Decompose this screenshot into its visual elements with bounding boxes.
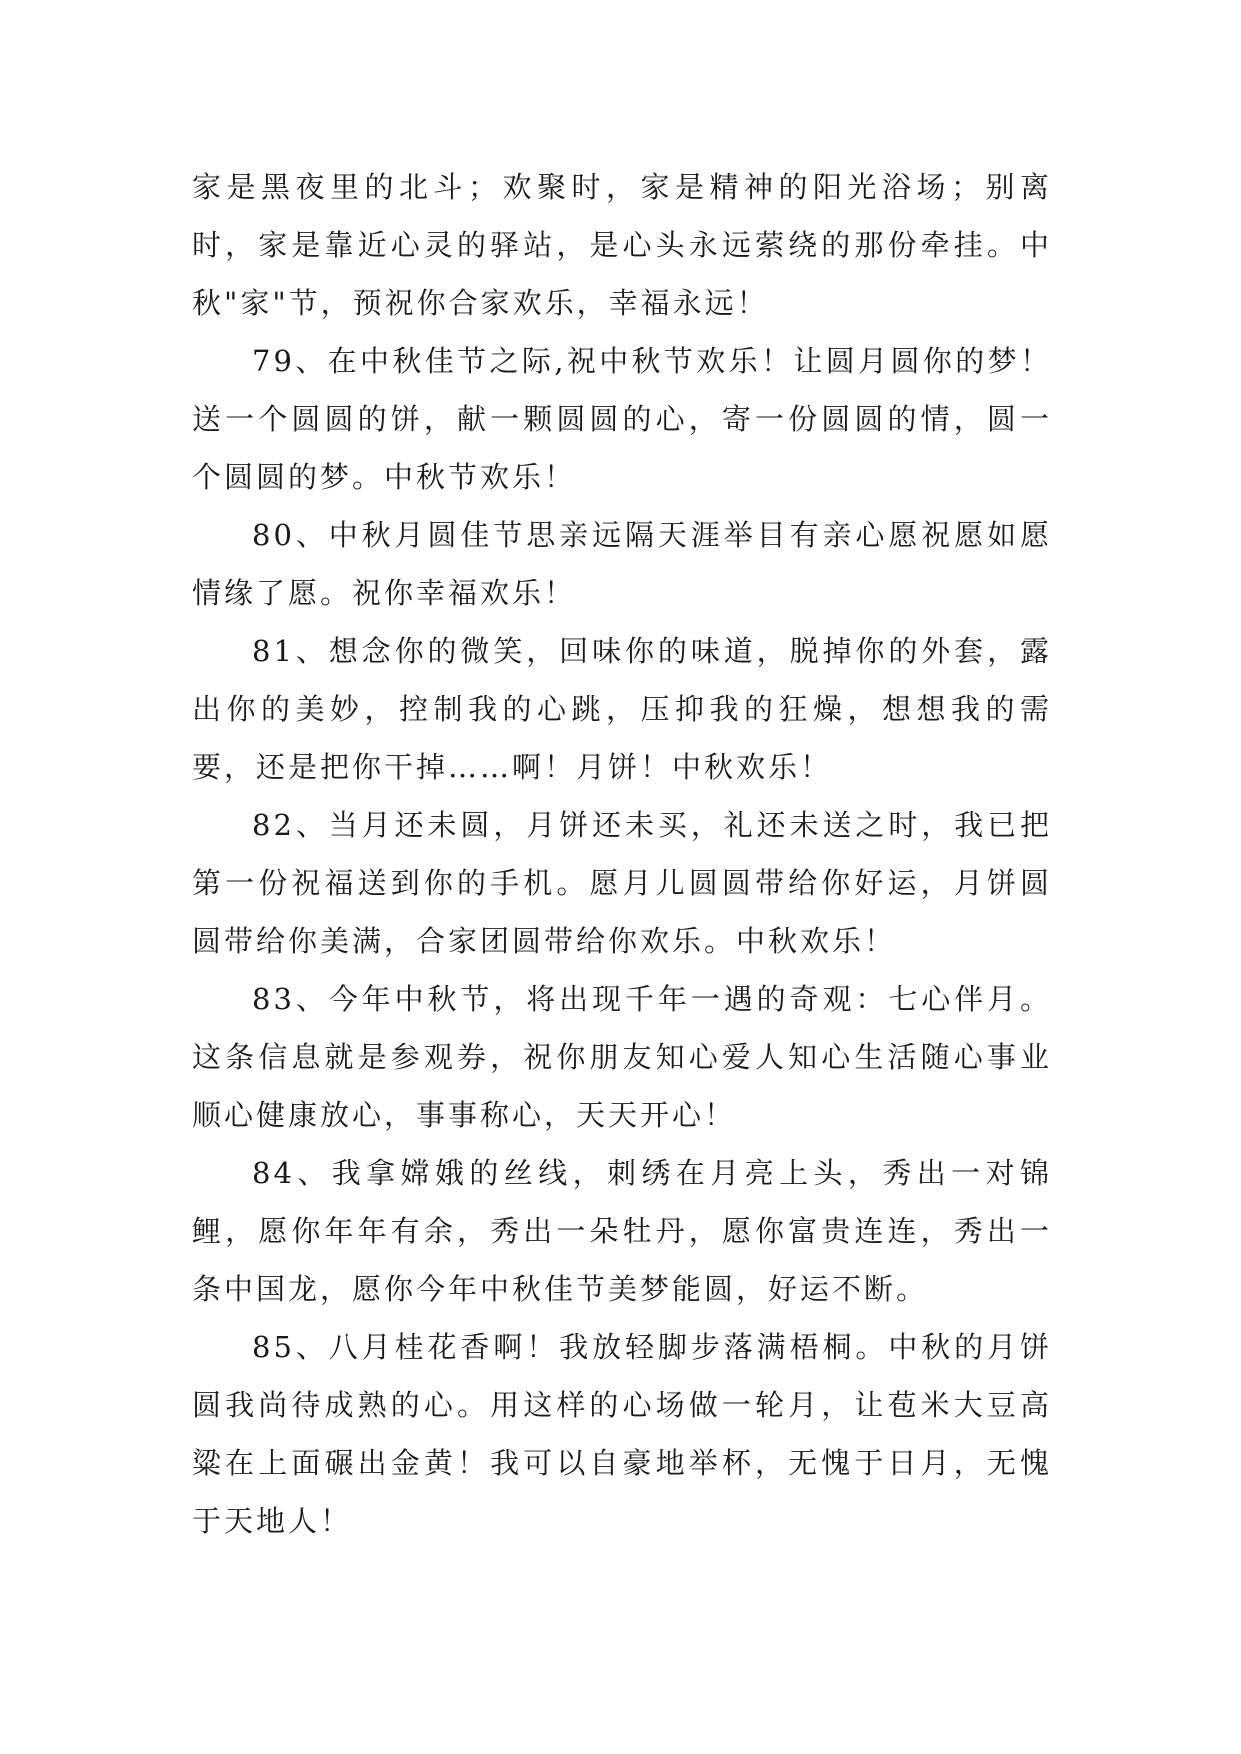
- paragraph-80: 80、中秋月圆佳节思亲远隔天涯举目有亲心愿祝愿如愿情缘了愿。祝你幸福欢乐！: [192, 518, 1052, 610]
- paragraph-intro: 家是黑夜里的北斗；欢聚时，家是精神的阳光浴场；别离时，家是靠近心灵的驿站，是心头永远萦绕的那份牵挂。中秋"家"节，预祝你合家欢乐，幸福永远！: [192, 170, 1052, 320]
- paragraph-82: 82、当月还未圆，月饼还未买，礼还未送之时，我已把第一份祝福送到你的手机。愿月儿圆圆带给你好运，月饼圆圆带给你美满，合家团圆带给你欢乐。中秋欢乐！: [192, 808, 1052, 958]
- paragraph-79: 79、在中秋佳节之际,祝中秋节欢乐！让圆月圆你的梦！送一个圆圆的饼，献一颗圆圆的心，寄一份圆圆的情，圆一个圆圆的梦。中秋节欢乐！: [192, 344, 1052, 494]
- paragraph-83: 83、今年中秋节，将出现千年一遇的奇观：七心伴月。这条信息就是参观券，祝你朋友知心爱人知心生活随心事业顺心健康放心，事事称心，天天开心！: [192, 982, 1052, 1132]
- document-body: [192, 158, 1052, 1550]
- paragraph-84: 84、我拿嫦娥的丝线，刺绣在月亮上头，秀出一对锦鲤，愿你年年有余，秀出一朵牡丹，愿你富贵连连，秀出一条中国龙，愿你今年中秋佳节美梦能圆，好运不断。: [192, 1156, 1052, 1306]
- paragraph-85: 85、八月桂花香啊！我放轻脚步落满梧桐。中秋的月饼圆我尚待成熟的心。用这样的心场做一轮月，让苞米大豆高粱在上面碾出金黄！我可以自豪地举杯，无愧于日月，无愧于天地人！: [192, 1330, 1052, 1538]
- paragraph-81: 81、想念你的微笑，回味你的味道，脱掉你的外套，露出你的美妙，控制我的心跳，压抑我的狂燥，想想我的需要，还是把你干掉……啊！月饼！中秋欢乐！: [192, 634, 1052, 784]
